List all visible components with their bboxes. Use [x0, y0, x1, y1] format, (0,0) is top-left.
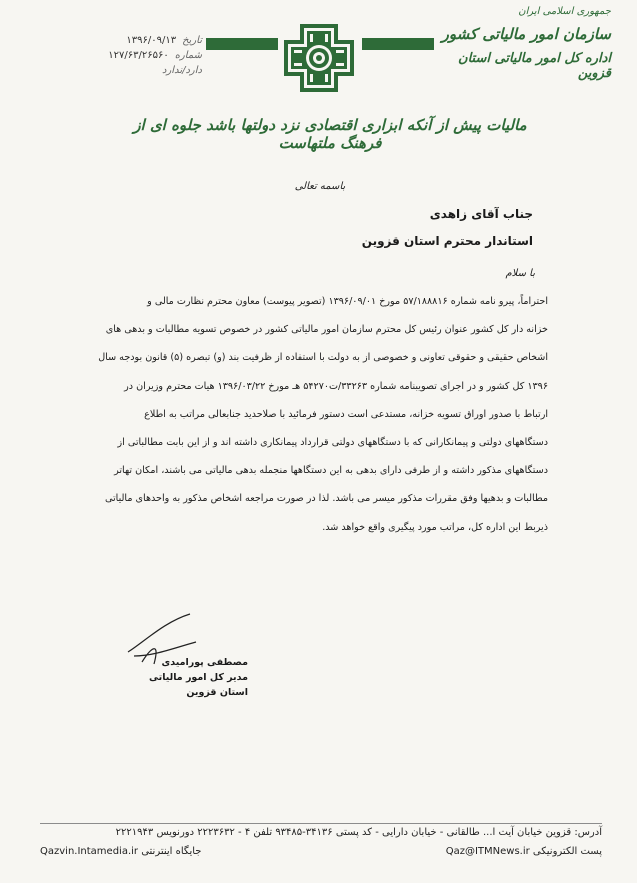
letter-number: ۱۲۷/۶۳/۲۶۵۶۰ [108, 50, 169, 61]
footer-email-group [446, 846, 602, 857]
body-line: ارتباط با صدور اوراق تسویه خزانه، مستدعی است دستور فرمائید با صلاحدید جنابعالی مراتب به اطلاع [144, 408, 548, 420]
letter-meta [62, 34, 202, 79]
recipient-block [362, 207, 533, 261]
letter-body [86, 288, 548, 542]
email-label: پست الکترونیکی [532, 846, 602, 857]
header-band-right [362, 38, 434, 50]
footer-address: آدرس: قزوین خیابان آیت ا... طالقانی - خیابان دارایی - کد پستی ۳۴۱۳۶-۹۳۴۸۵ تلفن ۴ - ۲۲۲۳۶۳۲ دورنویس ۲۲۲۱۹۴۳ [115, 827, 602, 838]
footer-website-group [40, 846, 201, 857]
recipient-title: استاندار محترم استان قزوین [361, 234, 533, 248]
tax-organization-emblem-icon [280, 22, 358, 94]
date-label: تاریخ [182, 35, 202, 46]
body-line: دستگاههای مذکور داشته و از طرفی دارای بدهی به این دستگاهها منجمله بدهی مالیاتی می باشند، امکان تهاتر [114, 465, 548, 477]
motto-banner: مالیات پیش از آنکه ابزاری اقتصادی نزد دولتها باشد جلوه ای از فرهنگ ملتهاست [133, 116, 527, 152]
recipient-name: جناب آقای زاهدی [429, 207, 533, 221]
body-line: مطالبات و بدهیها وفق مقررات مذکور میسر می باشد. لذا در صورت مراجعه اشخاص مذکور به واحدهای مالیاتی [105, 493, 548, 505]
signatory-title: مدیر کل امور مالیاتی استان قزوین [149, 672, 248, 698]
body-line: خزانه دار کل کشور عنوان رئیس کل محترم سازمان امور مالیاتی کشور در خصوص تسویه مطالبات و بدهی های [105, 324, 548, 336]
attachment-label: دارد/ندارد [162, 65, 202, 76]
letterhead-organization [441, 6, 611, 81]
body-line: احتراماً، پیرو نامه شماره ۵۷/۱۸۸۸۱۶ مورخ ۱۳۹۶/۰۹/۰۱ (تصویر پیوست) معاون محترم نظارت مالی و [147, 296, 548, 307]
republic-title: جمهوری اسلامی ایران [518, 6, 611, 17]
number-label: شماره [174, 50, 202, 61]
body-line: ۱۳۹۶ کل کشور و در اجرای تصویبنامه شماره ۳۳۲۶۳/ت۵۴۲۷۰ هـ مورخ ۱۳۹۶/۰۳/۲۲ هیات محترم وزیران در [124, 380, 548, 392]
department-title: اداره کل امور مالیاتی استان قزوین [458, 51, 611, 81]
body-line: دستگاههای دولتی و پیمانکارانی که با دستگاههای دولتی قرارداد پیمانکاری داشته اند و از این بابت مطالباتی از [117, 437, 548, 449]
email-link[interactable]: Qaz@ITMNews.ir [445, 846, 530, 857]
website-link[interactable]: Qazvin.Intamedia.ir [40, 846, 139, 857]
footer-divider [40, 823, 602, 824]
organization-title: سازمان امور مالیاتی کشور [441, 25, 611, 43]
body-line: ذیربط این اداره کل، مراتب مورد پیگیری واقع خواهد شد. [322, 521, 548, 533]
body-line: اشخاص حقیقی و حقوقی تعاونی و خصوصی از به دولت با استفاده از ظرفیت بند (و) تبصره (۵) قانون بودجه سال [98, 352, 548, 364]
signatory-block [120, 655, 248, 700]
header-band-left [206, 38, 278, 50]
letter-date: ۱۳۹۶/۰۹/۱۳ [126, 35, 177, 46]
website-label: جایگاه اینترنتی [141, 846, 202, 857]
signatory-name: مصطفی پورامیدی [161, 657, 248, 668]
salutation: با سلام [505, 268, 535, 279]
footer-contact [40, 846, 602, 857]
invocation: باسمه تعالی [294, 181, 346, 192]
